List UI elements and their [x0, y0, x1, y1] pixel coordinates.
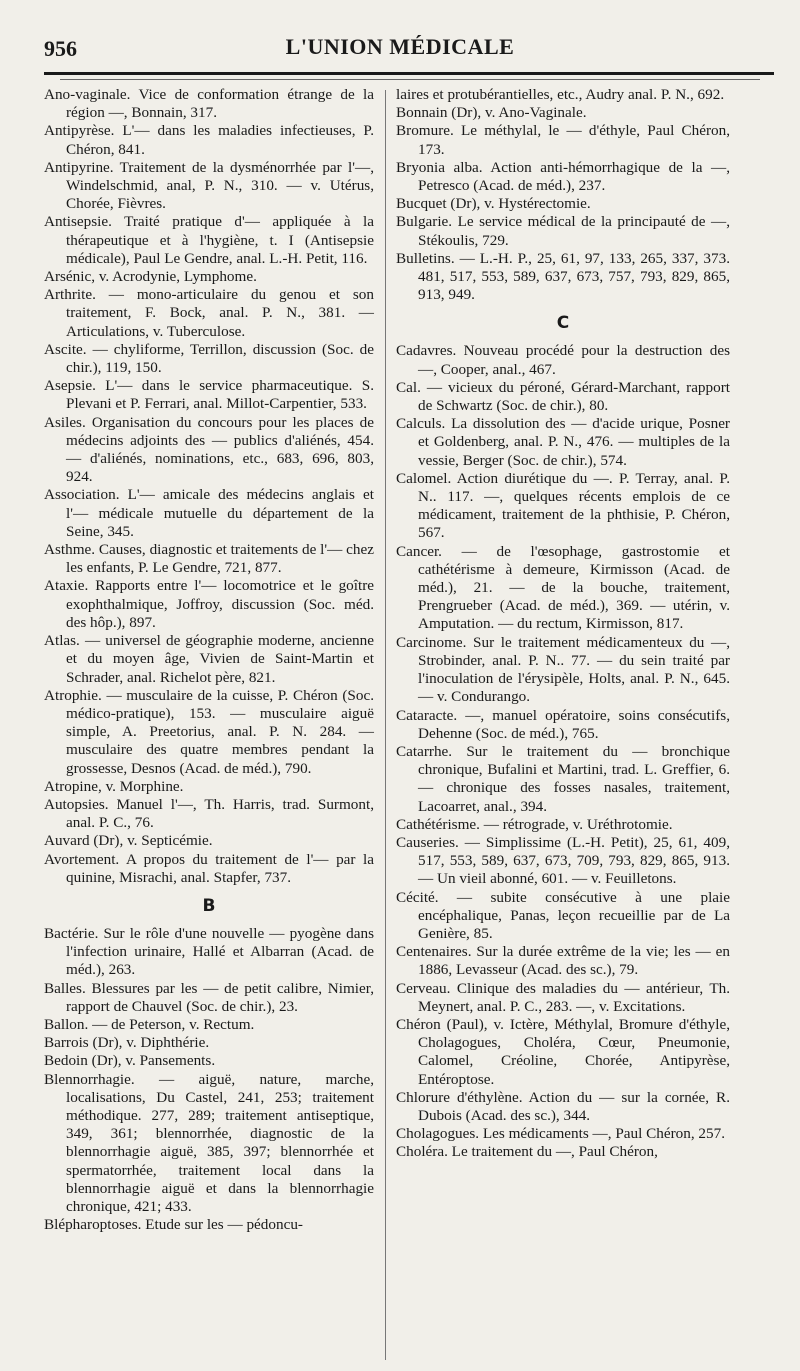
- index-entry: Cataracte. —, manuel opératoire, soins consécutifs, Dehenne (Soc. de méd.), 765.: [396, 706, 730, 742]
- index-entry: Cathétérisme. — rétrograde, v. Uréthrotomie.: [396, 815, 673, 833]
- index-entry: Carcinome. Sur le traitement médicamenteux du —, Strobinder, anal. P. N.. 77. — du sein traité par l'inoculation de l'érysipèle, Holts, anal. P. N., 645. — v. Condurango.: [396, 633, 730, 706]
- index-entry: Centenaires. Sur la durée extrême de la vie; les — en 1886, Levasseur (Acad. des sc.), 79.: [396, 943, 730, 979]
- index-entry: Autopsies. Manuel l'—, Th. Harris, trad. Surmont, anal. P. C., 76.: [44, 795, 374, 832]
- index-entry: Asiles. Organisation du concours pour les places de médecins adjoints des — publics d'aliénés, 454. — d'aliénés, nominations, etc., 683, 696, 803, 924.: [44, 413, 374, 486]
- entries-b-continued: [396, 86, 730, 304]
- header-rule: [44, 72, 774, 75]
- journal-title: L'UNION MÉDICALE: [285, 34, 515, 59]
- index-entry: Antisepsie. Traité pratique d'— appliquée à la thérapeutique et à l'hygiène, t. I (Antisepsie médicale), Paul Le Gendre, anal. L.-H. Petit, 116.: [44, 213, 374, 267]
- index-entry: Barrois (Dr), v. Diphthérie.: [44, 1034, 210, 1052]
- index-entry: Ano-vaginale. Vice de conformation étrange de la région —, Bonnain, 317.: [44, 86, 374, 122]
- entries-c-section: [396, 342, 730, 1161]
- entries-a-section: [44, 86, 374, 887]
- index-entry: Antipyrine. Traitement de la dysménorrhée par l'—, Windelschmid, anal, P. N., 310. — v. Utérus, Chorée, Fièvres.: [44, 158, 374, 213]
- right-column: [396, 86, 730, 1162]
- header-rule-thin: [60, 79, 760, 80]
- page-header: [40, 30, 760, 66]
- index-entry: Bactérie. Sur le rôle d'une nouvelle — pyogène dans l'infection urinaire, Hallé et Albarran (Acad. de méd.), 263.: [44, 924, 374, 979]
- index-entry: Association. L'— amicale des médecins anglais et l'— médicale mutuelle du département de la Seine, 345.: [44, 486, 374, 540]
- index-entry: Ballon. — de Peterson, v. Rectum.: [44, 1015, 255, 1033]
- index-entry: Bulgarie. Le service médical de la principauté de —, Stékoulis, 729.: [396, 213, 730, 249]
- index-entry: Arsénic, v. Acrodynie, Lymphome.: [44, 268, 257, 286]
- index-entry: Chlorure d'éthylène. Action du — sur la cornée, R. Dubois (Acad. des sc.), 344.: [396, 1088, 730, 1124]
- index-entry: Ascite. — chyliforme, Terrillon, discussion (Soc. de chir.), 119, 150.: [44, 340, 374, 377]
- entries-b-section: [44, 925, 374, 1234]
- index-entry: Cerveau. Clinique des maladies du — antérieur, Th. Meynert, anal. P. C., 283. —, v. Excitations.: [396, 979, 730, 1015]
- index-entry: Blépharoptoses. Etude sur les — pédoncu-: [44, 1216, 303, 1234]
- index-entry: Cancer. — de l'œsophage, gastrostomie et cathétérisme à demeure, Kirmisson (Acad. de méd.), 21. — de la bouche, traitement, Prengrueber (Acad. de méd.), 369. — utérin, v. Amputation. — du rectum, Kirmisson, 817.: [396, 542, 730, 633]
- index-entry: Atropine, v. Morphine.: [44, 777, 184, 795]
- index-entry: Choléra. Le traitement du —, Paul Chéron,: [396, 1143, 658, 1161]
- index-entry: Asthme. Causes, diagnostic et traitements de l'— chez les enfants, P. Le Gendre, 721, 877.: [44, 541, 374, 577]
- index-entry: Ataxie. Rapports entre l'— locomotrice et le goître exophthalmique, Joffroy, discussion (Soc. méd. des hôp.), 897.: [44, 577, 374, 631]
- page-number: 956: [44, 36, 77, 61]
- index-entry: Arthrite. — mono-articulaire du genou et son traitement, F. Bock, anal. P. N., 381. — Articulations, v. Tuberculose.: [44, 286, 374, 340]
- index-entry: laires et protubérantielles, etc., Audry anal. P. N., 692.: [396, 86, 725, 103]
- index-entry: Cal. — vicieux du péroné, Gérard-Marchant, rapport de Schwartz (Soc. de chir.), 80.: [396, 378, 730, 415]
- index-entry: Catarrhe. Sur le traitement du — bronchique chronique, Bufalini et Martini, trad. L. Greffier, 6. — chronique des fosses nasales, traitement, Lacoarret, anal., 394.: [396, 742, 730, 815]
- index-entry: Causeries. — Simplissime (L.-H. Petit), 25, 61, 409, 517, 553, 589, 637, 673, 709, 793, 829, 865, 913. — Un vieil abonné, 601. — v. Feuilletons.: [396, 833, 730, 888]
- index-entry: Bulletins. — L.-H. P., 25, 61, 97, 133, 265, 337, 373. 481, 517, 553, 589, 637, 673, 757, 793, 829, 865, 913, 949.: [396, 249, 730, 304]
- index-entry: Bryonia alba. Action anti-hémorrhagique de la —, Petresco (Acad. de méd.), 237.: [396, 158, 730, 195]
- index-entry: Bonnain (Dr), v. Ano-Vaginale.: [396, 104, 587, 122]
- index-entry: Chéron (Paul), v. Ictère, Méthylal, Bromure d'éthyle, Cholagogues, Choléra, Cœur, Pneumonie, Calomel, Créoline, Chorée, Antipyrèse, Entéroptose.: [396, 1015, 730, 1088]
- index-entry: Asepsie. L'— dans le service pharmaceutique. S. Plevani et P. Ferrari, anal. Millot-Carpentier, 533.: [44, 377, 374, 413]
- section-letter-b: B: [202, 895, 216, 916]
- index-entry: Calculs. La dissolution des — d'acide urique, Posner et Goldenberg, anal. P. N., 476. — multiples de la vessie, Berger (Soc. de chir.), 574.: [396, 415, 730, 469]
- left-column: [44, 86, 374, 1234]
- index-entry: Antipyrèse. L'— dans les maladies infectieuses, P. Chéron, 841.: [44, 122, 374, 158]
- index-entry: Atrophie. — musculaire de la cuisse, P. Chéron (Soc. médico-pratique), 153. — musculaire aiguë simple, A. Preetorius, anal. P. N. 284. — musculaire des quatre membres pendant la grossesse, Desnos (Acad. de méd.), 790.: [44, 686, 374, 777]
- index-entry: Auvard (Dr), v. Septicémie.: [44, 832, 213, 850]
- column-divider: [385, 90, 386, 1360]
- index-entry: Calomel. Action diurétique du —. P. Terray, anal. P. N.. 117. —, quelques récents emplois de ce médicament, traitement de la phthisie, P. Chéron, 567.: [396, 469, 730, 542]
- section-letter-c: C: [556, 313, 570, 334]
- index-entry: Cécité. — subite consécutive à une plaie encéphalique, Panas, leçon recueillie par de La Genière, 85.: [396, 888, 730, 942]
- index-entry: Balles. Blessures par les — de petit calibre, Nimier, rapport de Chauvel (Soc. de chir.), 23.: [44, 979, 374, 1015]
- index-entry: Bedoin (Dr), v. Pansements.: [44, 1052, 216, 1070]
- index-entry: Cholagogues. Les médicaments —, Paul Chéron, 257.: [396, 1125, 726, 1143]
- index-entry: Cadavres. Nouveau procédé pour la destruction des —, Cooper, anal., 467.: [396, 342, 730, 378]
- index-entry: Bromure. Le méthylal, le — d'éthyle, Paul Chéron, 173.: [396, 122, 730, 158]
- index-entry: Atlas. — universel de géographie moderne, ancienne et du moyen âge, Vivien de Saint-Martin et Schrader, anal. Richelot père, 821.: [44, 632, 374, 686]
- index-entry: Blennorrhagie. — aiguë, nature, marche, localisations, Du Castel, 241, 253; traitement méthodique. 277, 289; traitement antiseptique, 349, 361; blennorrhée, diagnostic de la blennorrhagie aiguë, 385, 397; blennorrhée et spermatorrhée, traitement local dans la blennorrhagie aiguë et dans la blennorrhagie chronique, 421; 433.: [44, 1070, 374, 1215]
- index-entry: Bucquet (Dr), v. Hystérectomie.: [396, 195, 591, 213]
- index-entry: Avortement. A propos du traitement de l'— par la quinine, Misrachi, anal. Stapfer, 737.: [44, 850, 374, 886]
